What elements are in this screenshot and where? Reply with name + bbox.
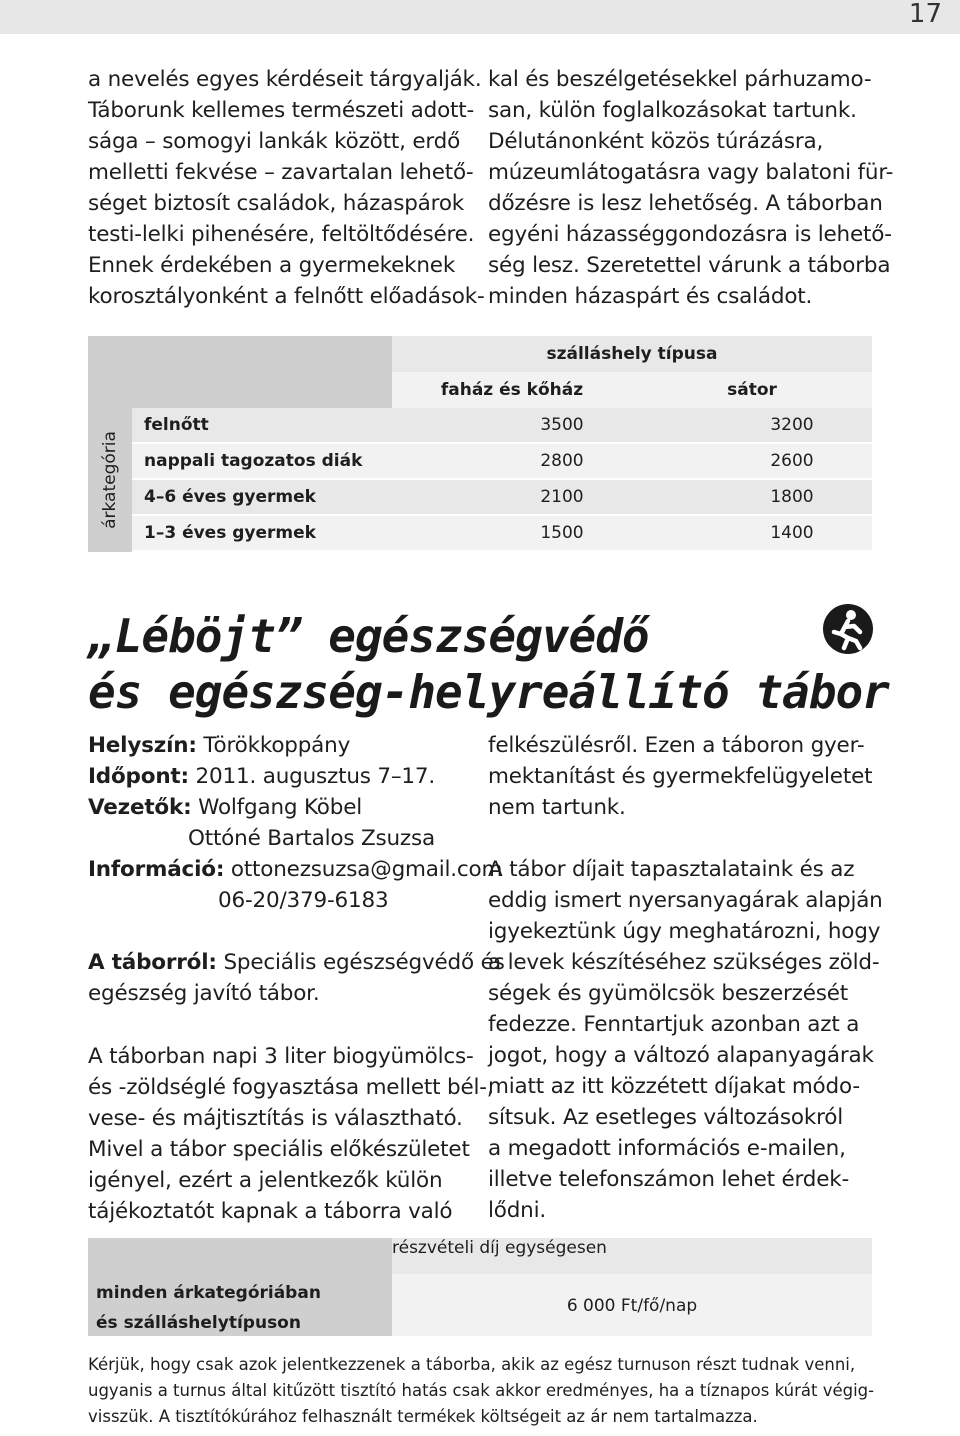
tent-price: 2600 [770,451,814,471]
text-line: múzeumlátogatásra vagy balatoni für- [488,160,894,185]
text-line: igyekeztünk úgy meghatározni, hogy [488,919,881,944]
text-line: A tábor díjait tapasztalataink és az [488,857,855,882]
text-line: Táborunk kellemes természeti adott- [88,98,475,123]
title-line: és egészség-helyreállító tábor [88,665,889,719]
row-label: 4–6 éves gyermek [144,487,316,507]
page-number: 17 [908,0,942,29]
table-row [132,408,872,442]
text-line: san, külön foglalkozásokat tartunk. [488,98,857,123]
text-line: mektanítást és gyermekfelügyeletet [488,764,873,789]
leader-name: Wolfgang Köbel [198,795,362,820]
tent-price: 1400 [770,523,814,543]
text-line: lődni. [488,1198,547,1223]
text-line: nem tartunk. [488,795,626,820]
contact-label: Információ: [88,857,225,882]
text-line: minden házaspárt és családot. [488,284,813,309]
text-line: fedezze. Fenntartjuk azonban azt a [488,1012,860,1037]
table-corner [88,336,392,408]
cabin-price: 3500 [540,415,584,435]
row-label: 1–3 éves gyermek [144,523,316,543]
table-header-row [392,336,872,372]
date-line [88,761,502,792]
text-line: melletti fekvése – zavartalan lehető- [88,160,474,185]
tent-price: 3200 [770,415,814,435]
accommodation-type-header: szálláshely típusa [546,344,718,364]
contact-line [88,854,502,885]
email-value: ottonezsuzsa@gmail.com [230,857,503,882]
leaders-label: Vezetők: [88,795,192,820]
text-line: kal és beszélgetésekkel párhuzamo- [488,67,872,92]
table-row [132,480,872,514]
leaders-line [88,792,502,823]
text-line: A táborban napi 3 liter biogyümölcs- [88,1044,474,1069]
fee-header: részvételi díj egységesen [392,1238,607,1258]
text-line: és -zöldséglé fogyasztása mellett bél-, [88,1075,494,1100]
footnote-line: ugyanis a turnus által kitűzött tisztító hatás csak akkor eredményes, ha a tíznapos kúrát végig- [88,1381,875,1400]
text-line: ségek és gyümölcsök beszerzését [488,981,848,1006]
fee-scope-cell [88,1238,392,1336]
body-left-column [88,1041,493,1227]
price-category-label: árkategória [100,431,120,529]
title-line: „Léböjt” egészségvédő [88,609,649,663]
camp-title [88,608,889,720]
text-line: eddig ismert nyersanyagárak alapján [488,888,883,913]
table-row [132,516,872,550]
fee-table [88,1238,872,1336]
price-table [88,336,872,552]
row-label: nappali tagozatos diák [144,451,363,471]
cabin-price: 1500 [540,523,584,543]
text-line: sága – somogyi lankák között, erdő [88,129,461,154]
about-section [88,947,505,1009]
text-line: illetve telefonszámon lehet érdek- [488,1167,850,1192]
runner-icon [823,604,873,654]
body-right-column-continued [488,854,883,1226]
fee-scope-line: és szálláshelytípuson [96,1313,301,1333]
text-line: a nevelés egyes kérdéseit tárgyalják. [88,67,482,92]
header-bar [0,0,960,34]
about-text: egészség javító tábor. [88,981,320,1006]
intro-right-column [488,64,893,312]
footnote [88,1352,888,1430]
location-line [88,730,502,761]
tent-column-header: sátor [727,380,777,400]
fee-scope-line: minden árkategóriában [96,1283,321,1303]
text-line: séget biztosít családok, házaspárok [88,191,465,216]
text-line: Mivel a tábor speciális előkészületet [88,1137,470,1162]
fee-header-cell [392,1238,872,1274]
text-line: ség lesz. Szeretettel várunk a táborba [488,253,891,278]
row-label: felnőtt [144,415,209,435]
footnote-line: Kérjük, hogy csak azok jelentkezzenek a táborba, akik az egész turnuson részt tudnak venni, [88,1355,856,1374]
about-line [88,947,505,978]
text-line: jogot, hogy a változó alapanyagárak [488,1043,874,1068]
fee-value-cell [392,1274,872,1336]
text-line: dőzésre is lesz lehetőség. A táborban [488,191,883,216]
cabin-price: 2100 [540,487,584,507]
tent-price: 1800 [770,487,814,507]
location-label: Helyszín: [88,733,197,758]
text-line: testi-lelki pihenésére, feltöltődésére. [88,222,475,247]
about-label: A táborról: [88,950,217,975]
price-category-label-cell [88,408,132,552]
text-line: sítsuk. Az esetleges változásokról [488,1105,843,1130]
text-line: tájékoztatót kapnak a táborra való [88,1199,453,1224]
location-value: Törökkoppány [203,733,351,758]
footnote-line: visszük. A tisztítókúrához felhasznált termékek költségeit az ár nem tartalmazza. [88,1407,758,1426]
cabin-price: 2800 [540,451,584,471]
camp-info [88,730,502,916]
text-line: felkészülésről. Ezen a táboron gyer- [488,733,865,758]
text-line: miatt az itt közzétett díjakat módo- [488,1074,860,1099]
text-line: Délutánonként közös túrázásra, [488,129,824,154]
fee-value: 6 000 Ft/fő/nap [566,1296,698,1316]
text-line: Ennek érdekében a gyermekeknek [88,253,456,278]
text-line: egyéni házasséggondozásra is lehető- [488,222,892,247]
text-line: vese- és májtisztítás is választható. [88,1106,463,1131]
intro-left-column [88,64,485,312]
leader-name: Ottóné Bartalos Zsuzsa [188,826,435,851]
text-line: korosztályonként a felnőtt előadások- [88,284,485,309]
text-line: igényel, ezért a jelentkezők külön [88,1168,443,1193]
phone-value: 06-20/379-6183 [218,888,389,913]
date-value: 2011. augusztus 7–17. [195,764,436,789]
about-text: Speciális egészségvédő és [223,950,505,975]
cabin-column-header: faház és kőház [440,380,584,400]
text-line: a megadott információs e-mailen, [488,1136,846,1161]
text-line: a levek készítéséhez szükséges zöld- [488,950,880,975]
body-right-column [488,730,872,823]
table-subheader-row [392,372,872,408]
date-label: Időpont: [88,764,189,789]
table-row [132,444,872,478]
